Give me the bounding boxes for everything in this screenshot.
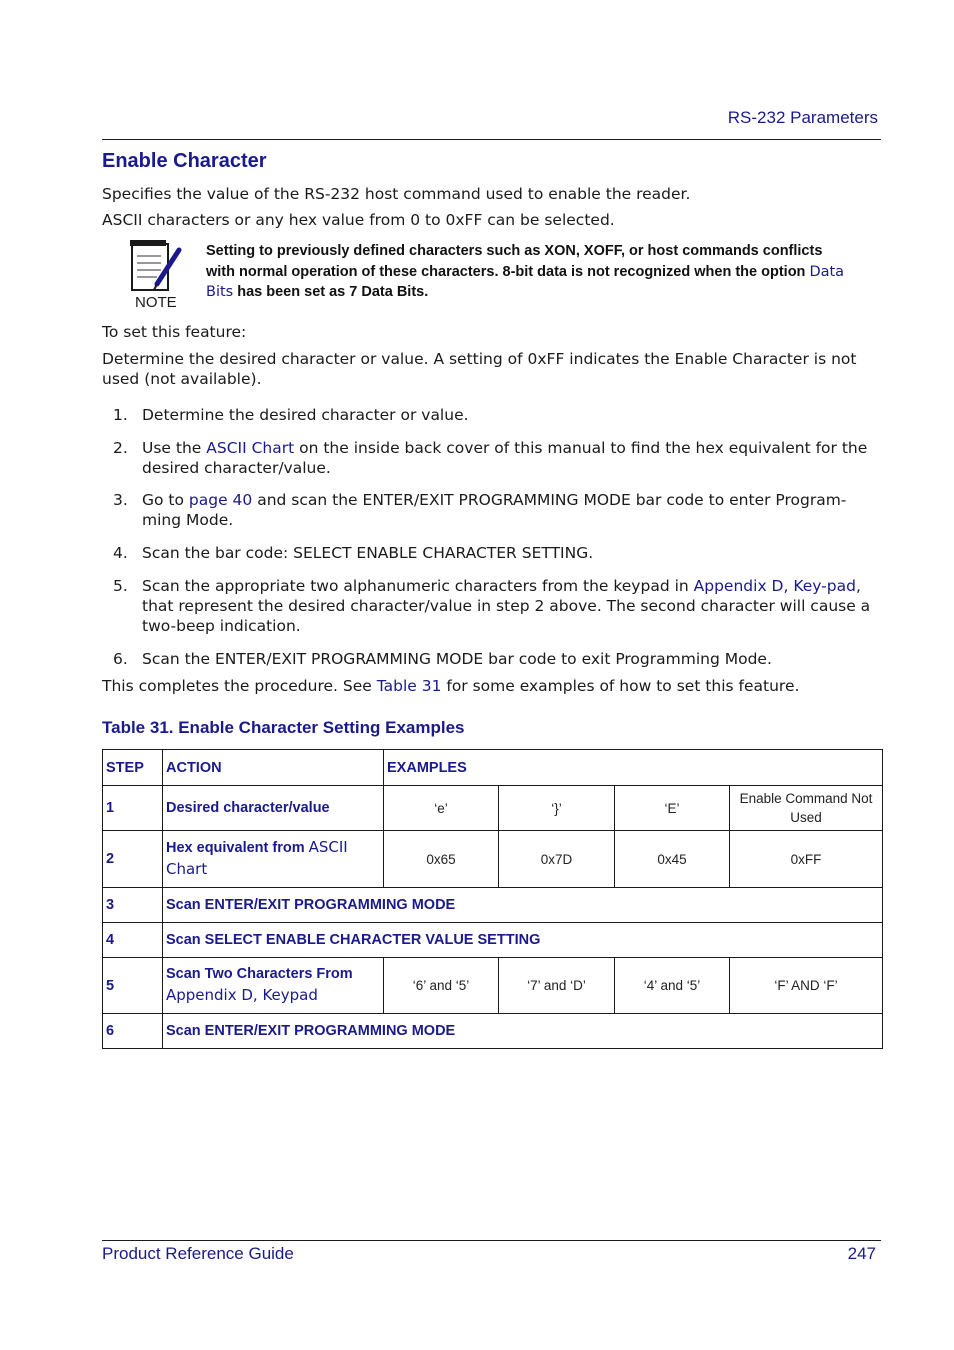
running-header: RS-232 Parameters bbox=[727, 108, 878, 127]
data-bits-link[interactable]: Data Bits bbox=[206, 263, 845, 300]
step-number: 6. bbox=[113, 650, 128, 668]
procedure-complete bbox=[102, 676, 882, 696]
action-cell: Scan ENTER/EXIT PROGRAMMING MODE bbox=[163, 888, 883, 923]
step-number: 1. bbox=[113, 406, 128, 424]
example-cell: Enable Command Not Used bbox=[730, 786, 883, 831]
table-31-link[interactable]: Table 31 bbox=[376, 677, 442, 695]
step-text-post: and scan the ENTER/EXIT PROGRAMMING MODE bar code to enter Program-ming Mode. bbox=[142, 491, 847, 529]
step-text: Scan the bar code: SELECT ENABLE CHARACTER SETTING. bbox=[142, 544, 594, 562]
example-cell: ‘7’ and ‘D’ bbox=[499, 958, 615, 1014]
complete-text-pre: This completes the procedure. See bbox=[102, 677, 377, 695]
intro-paragraph-1: Specifies the value of the RS-232 host command used to enable the reader. bbox=[102, 185, 691, 203]
action-text: Hex equivalent from bbox=[166, 840, 309, 856]
step-text bbox=[142, 576, 882, 636]
example-cell: 0x45 bbox=[615, 831, 730, 888]
procedure-description: Determine the desired character or value. A setting of 0xFF indicates the Enable Character is not used (not available). bbox=[102, 350, 857, 388]
example-cell: ‘}’ bbox=[499, 786, 615, 831]
step-text-pre: Use the bbox=[142, 439, 207, 457]
step-number: 5. bbox=[113, 577, 128, 595]
note-text bbox=[206, 241, 846, 303]
step-text-pre: Go to bbox=[142, 491, 189, 509]
procedure-lead: To set this feature: bbox=[102, 323, 247, 341]
step-cell: 5 bbox=[103, 958, 163, 1014]
ascii-chart-link[interactable]: ASCII Chart bbox=[206, 439, 295, 457]
action-cell bbox=[163, 958, 384, 1014]
step-number: 2. bbox=[113, 439, 128, 457]
step-text-post: , that represent the desired character/value in step 2 above. The second character will cause a two-beep indication. bbox=[142, 577, 871, 635]
appendix-d-keypad-link[interactable]: Appendix D, Key-pad bbox=[693, 577, 856, 595]
footer-rule bbox=[102, 1240, 881, 1241]
step-cell: 1 bbox=[103, 786, 163, 831]
step-cell: 4 bbox=[103, 923, 163, 958]
step-text bbox=[142, 438, 882, 478]
step-text-post: on the inside back cover of this manual to find the hex equivalent for the desired character/value. bbox=[142, 439, 868, 477]
table-header-row bbox=[103, 750, 883, 786]
header-step: STEP bbox=[103, 750, 163, 786]
footer-guide-title: Product Reference Guide bbox=[102, 1244, 294, 1263]
table-row bbox=[103, 888, 883, 923]
examples-table bbox=[102, 749, 883, 1049]
table-row bbox=[103, 831, 883, 888]
step-cell: 2 bbox=[103, 831, 163, 888]
header-rule bbox=[102, 139, 881, 140]
step-text-pre: Scan the appropriate two alphanumeric characters from the keypad in bbox=[142, 577, 694, 595]
header-examples: EXAMPLES bbox=[384, 750, 883, 786]
page-40-link[interactable]: page 40 bbox=[188, 491, 253, 509]
note-text-1: Setting to previously defined characters such as XON, XOFF, or host commands conflicts with normal operation of these characters. 8-bit data is not recognized when the option bbox=[206, 243, 823, 280]
section-title: Enable Character bbox=[102, 150, 267, 172]
step-number: 4. bbox=[113, 544, 128, 562]
step-text bbox=[142, 490, 882, 530]
step-text: Scan the ENTER/EXIT PROGRAMMING MODE bar code to exit Programming Mode. bbox=[142, 650, 772, 668]
step-number: 3. bbox=[113, 491, 128, 509]
example-cell: 0xFF bbox=[730, 831, 883, 888]
note-text-2: has been set as 7 Data Bits. bbox=[233, 284, 429, 300]
action-text: Scan Two Characters From bbox=[166, 966, 353, 982]
example-cell: ‘F’ AND ‘F’ bbox=[730, 958, 883, 1014]
example-cell: ‘6’ and ‘5’ bbox=[384, 958, 499, 1014]
ascii-chart-table-link[interactable]: ASCII Chart bbox=[166, 838, 348, 878]
table-row bbox=[103, 958, 883, 1014]
table-row bbox=[103, 1014, 883, 1049]
example-cell: 0x7D bbox=[499, 831, 615, 888]
example-cell: ‘e’ bbox=[384, 786, 499, 831]
table-row bbox=[103, 923, 883, 958]
action-cell: Desired character/value bbox=[163, 786, 384, 831]
step-cell: 3 bbox=[103, 888, 163, 923]
table-row bbox=[103, 786, 883, 831]
action-cell bbox=[163, 831, 384, 888]
table-title: Table 31. Enable Character Setting Examples bbox=[102, 718, 465, 737]
note-pad-icon bbox=[127, 236, 187, 312]
appendix-d-keypad-table-link[interactable]: Appendix D, Keypad bbox=[166, 986, 318, 1004]
example-cell: ‘4’ and ‘5’ bbox=[615, 958, 730, 1014]
step-cell: 6 bbox=[103, 1014, 163, 1049]
example-cell: ‘E’ bbox=[615, 786, 730, 831]
example-cell: 0x65 bbox=[384, 831, 499, 888]
step-text: Determine the desired character or value. bbox=[142, 406, 469, 424]
complete-text-post: for some examples of how to set this feature. bbox=[441, 677, 800, 695]
action-cell: Scan SELECT ENABLE CHARACTER VALUE SETTING bbox=[163, 923, 883, 958]
page-number: 247 bbox=[847, 1244, 876, 1263]
intro-paragraph-2: ASCII characters or any hex value from 0 to 0xFF can be selected. bbox=[102, 211, 615, 229]
note-label: NOTE bbox=[135, 294, 177, 311]
header-action: ACTION bbox=[163, 750, 384, 786]
action-cell: Scan ENTER/EXIT PROGRAMMING MODE bbox=[163, 1014, 883, 1049]
